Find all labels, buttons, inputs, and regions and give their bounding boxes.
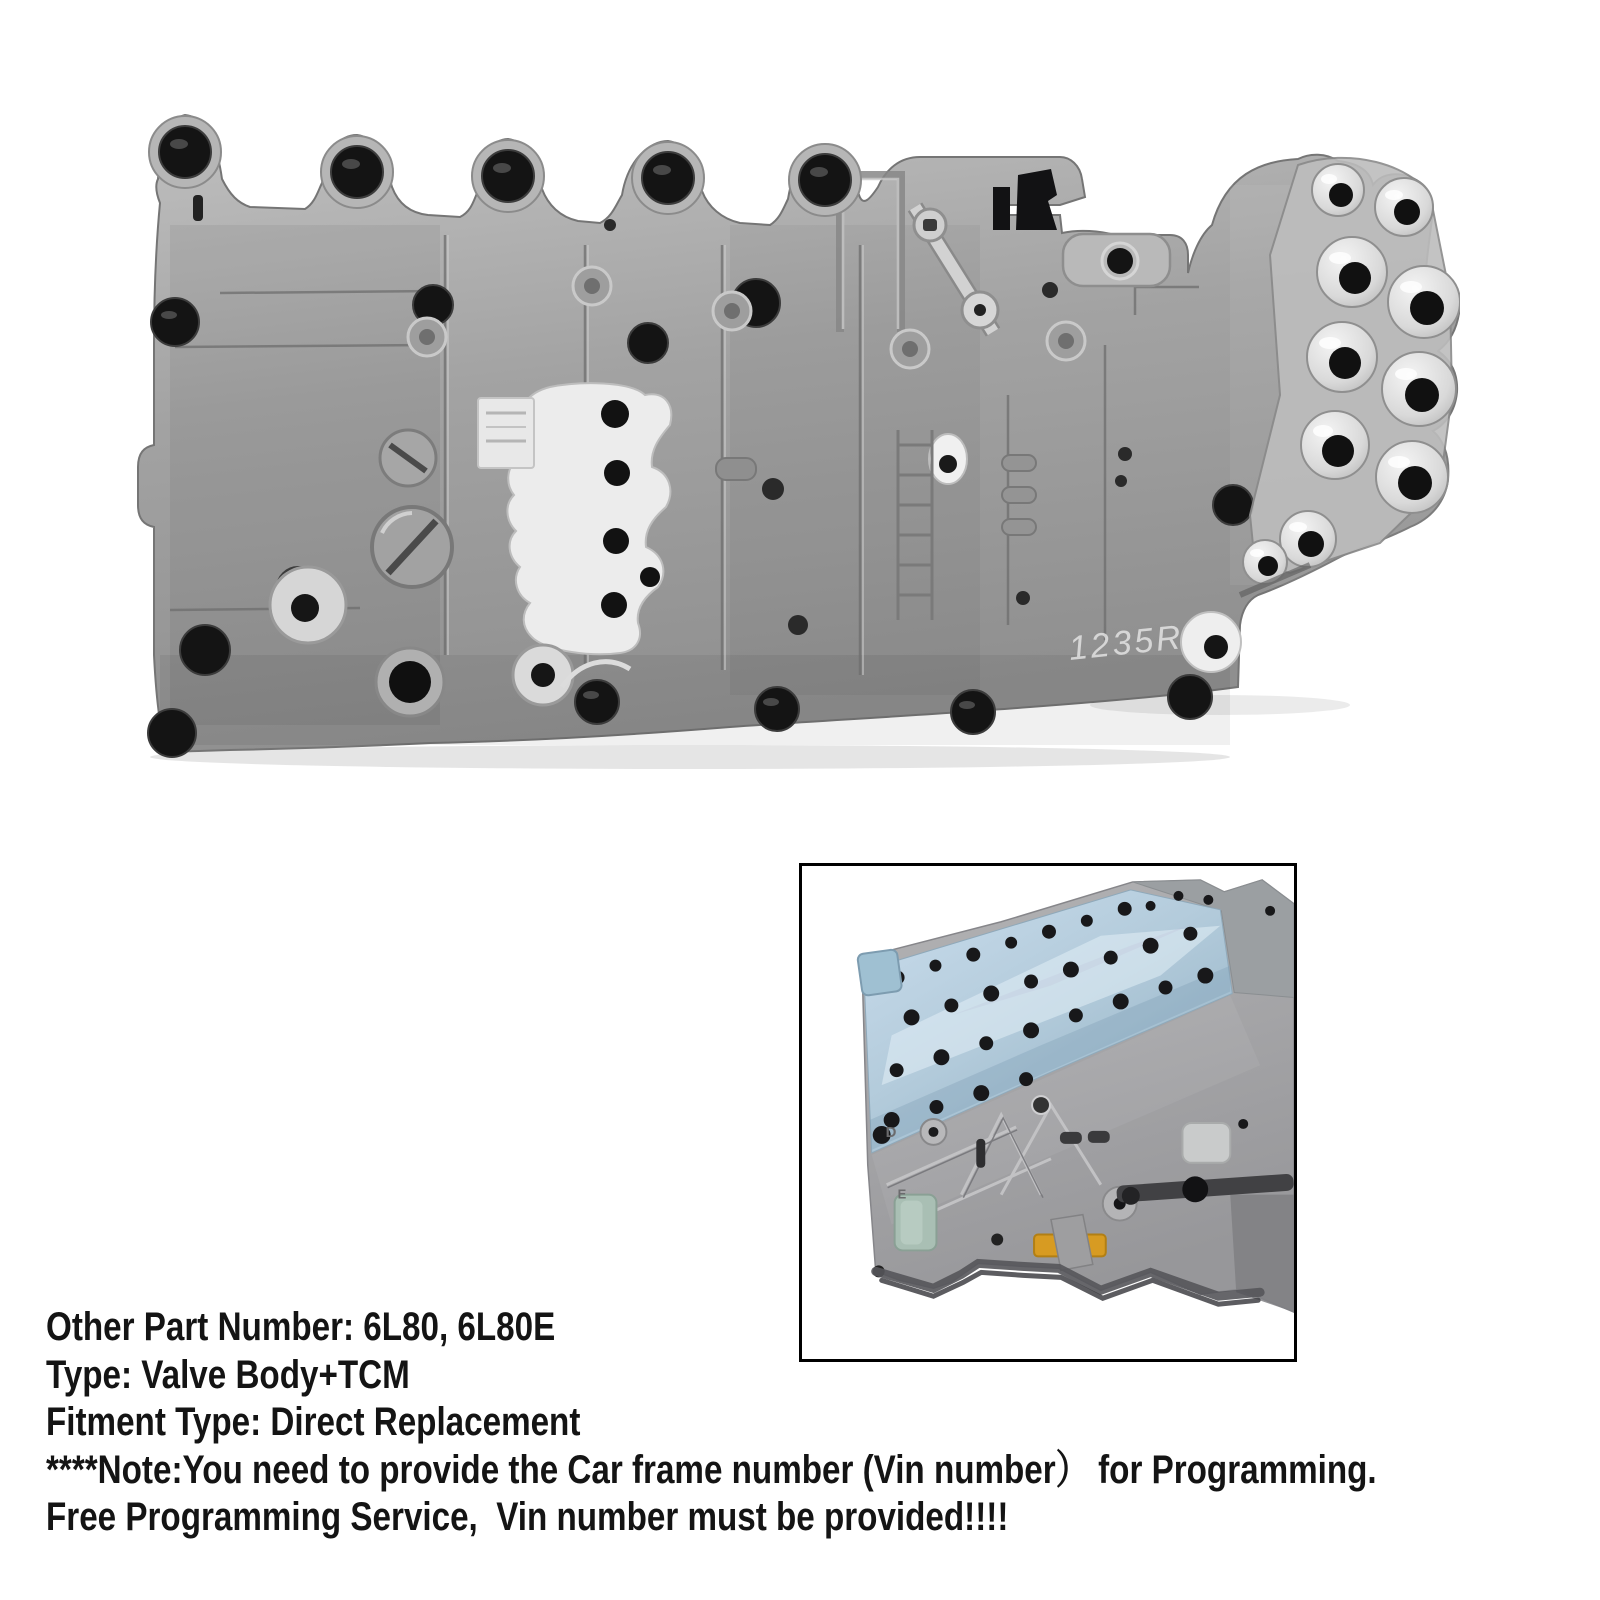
main-photo [130, 95, 1460, 790]
valve-body-angle-view [802, 866, 1294, 1359]
part-label [478, 398, 534, 468]
detail-line-programming: Free Programming Service, Vin number must be provided!!!! [46, 1495, 1009, 1539]
detail-line-type: Type: Valve Body+TCM [46, 1352, 410, 1397]
inset-photo [799, 863, 1297, 1362]
detail-line-part-number: Other Part Number: 6L80, 6L80E [46, 1305, 556, 1349]
casting-stamp-e: E [897, 1186, 907, 1202]
blue-tab [857, 949, 902, 996]
product-details [46, 1304, 1576, 1542]
valve-body-top-view [130, 95, 1460, 790]
detail-line-fitment: Fitment Type: Direct Replacement [46, 1400, 581, 1444]
handwritten-mark: 1235R [1066, 618, 1186, 668]
casting-stamp-d: D [885, 1123, 897, 1141]
detail-line-note: ****Note:You need to provide the Car frame number (Vin number） for Programming. [46, 1447, 1377, 1492]
